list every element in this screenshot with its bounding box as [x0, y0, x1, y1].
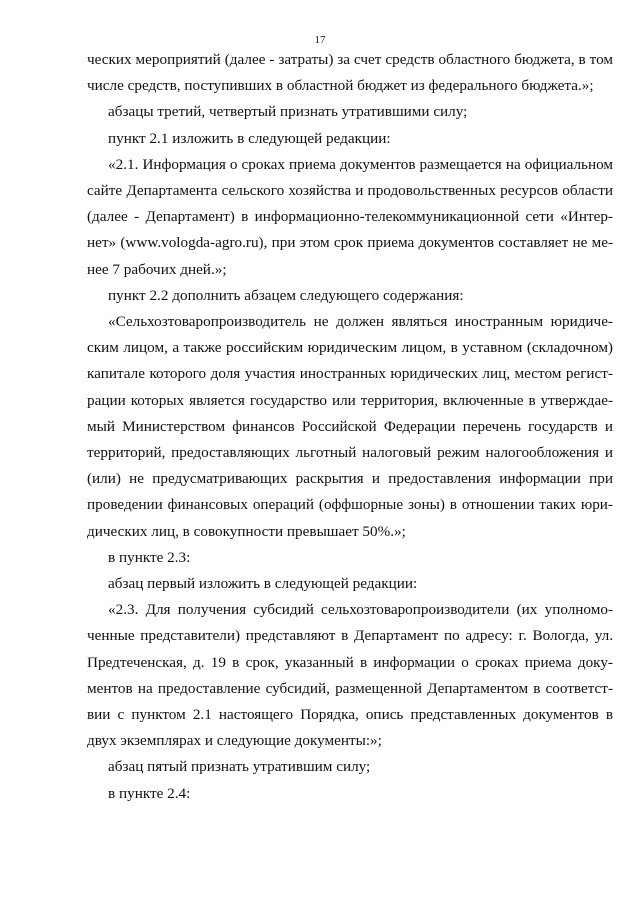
text-line: [87, 676, 613, 702]
text-line-content: пункт 2.1 изложить в следующей редакции:: [108, 129, 391, 147]
paragraph: [87, 309, 613, 545]
paragraph: [87, 754, 613, 780]
paragraph: [87, 283, 613, 309]
text-line-content: капитале которого доля участия иностранных юридических лиц, местом регист-: [87, 365, 613, 383]
text-line-content: нет» (www.vologda-agro.ru), при этом срок приема документов составляет не ме-: [87, 234, 613, 252]
text-line: [87, 361, 613, 387]
text-line: [87, 309, 613, 335]
text-line: [87, 388, 613, 414]
text-line-content: абзацы третий, четвертый признать утратившими силу;: [108, 103, 468, 121]
text-line: [87, 754, 613, 780]
text-line-content: (далее - Департамент) в информационно-телекоммуникационной сети «Интер-: [87, 208, 613, 226]
text-line-content: сайте Департамента сельского хозяйства и продовольственных ресурсов области: [87, 182, 613, 200]
text-line-content: нее 7 рабочих дней.»;: [87, 260, 227, 278]
paragraph: [87, 152, 613, 283]
text-line: [87, 728, 613, 754]
paragraph: [87, 571, 613, 597]
paragraph: [87, 99, 613, 125]
text-line-content: абзац пятый признать утратившим силу;: [108, 758, 371, 776]
text-line: [87, 99, 613, 125]
text-line: [87, 47, 613, 73]
text-line-content: ческих мероприятий (далее - затраты) за счет средств областного бюджета, в том: [87, 51, 613, 68]
text-line: [87, 519, 613, 545]
text-line: [87, 204, 613, 230]
paragraph: [87, 781, 613, 807]
paragraph: [87, 126, 613, 152]
text-line-content: двух экземплярах и следующие документы:»;: [87, 732, 382, 750]
text-line-content: проведении финансовых операций (оффшорные зоны) в отношении таких юри-: [87, 496, 613, 514]
paragraph: [87, 545, 613, 571]
text-line-content: рации которых является государство или территория, включенные в утверждае-: [87, 391, 613, 409]
text-line: [87, 283, 613, 309]
text-line-content: в пункте 2.3:: [108, 548, 191, 566]
text-line-content: «2.3. Для получения субсидий сельхозтоваропроизводители (их уполномо-: [108, 601, 613, 619]
text-line: [87, 545, 613, 571]
text-line: [87, 152, 613, 178]
text-line: [87, 126, 613, 152]
text-line-content: числе средств, поступивших в областной бюджет из федерального бюджета.»;: [87, 77, 594, 95]
text-line: [87, 702, 613, 728]
text-line: [87, 230, 613, 256]
text-line-content: вии с пунктом 2.1 настоящего Порядка, опись представленных документов в: [87, 706, 613, 724]
text-line: [87, 597, 613, 623]
text-line: [87, 73, 613, 99]
text-line-content: «2.1. Информация о сроках приема документов размещается на официальном: [108, 155, 613, 173]
text-line-content: (или) не предусматривающих раскрытия и предоставления информации при: [87, 470, 613, 488]
text-line-content: в пункте 2.4:: [108, 784, 191, 802]
text-line-content: «Сельхозтоваропроизводитель не должен являться иностранным юридиче-: [108, 313, 613, 331]
text-line: [87, 623, 613, 649]
text-line: [87, 571, 613, 597]
text-line: [87, 492, 613, 518]
text-line: [87, 257, 613, 283]
text-line: [87, 650, 613, 676]
text-line: [87, 466, 613, 492]
text-line: [87, 440, 613, 466]
text-line-content: ченные представители) представляют в Департамент по адресу: г. Вологда, ул.: [87, 627, 613, 645]
page-number: 17: [314, 34, 326, 46]
text-line: [87, 178, 613, 204]
text-line-content: ским лицом, а также российским юридическим лицом, в уставном (складочном): [87, 339, 613, 357]
text-line-content: Предтеченская, д. 19 в срок, указанный в информации о сроках приема доку-: [87, 653, 613, 671]
text-line-content: дических лиц, в совокупности превышает 50%.»;: [87, 522, 406, 540]
text-line: [87, 781, 613, 807]
text-line: [87, 414, 613, 440]
paragraph: [87, 47, 613, 99]
paragraph: [87, 597, 613, 754]
document-body: [87, 47, 613, 807]
text-line-content: ментов на предоставление субсидий, размещенной Департаментом в соответст-: [87, 679, 613, 697]
text-line-content: мый Министерством финансов Российской Федерации перечень государств и: [87, 417, 613, 435]
text-line-content: абзац первый изложить в следующей редакции:: [108, 575, 418, 593]
text-line-content: пункт 2.2 дополнить абзацем следующего содержания:: [108, 286, 464, 304]
text-line-content: территорий, предоставляющих льготный налоговый режим налогообложения и: [87, 444, 613, 462]
text-line: [87, 335, 613, 361]
